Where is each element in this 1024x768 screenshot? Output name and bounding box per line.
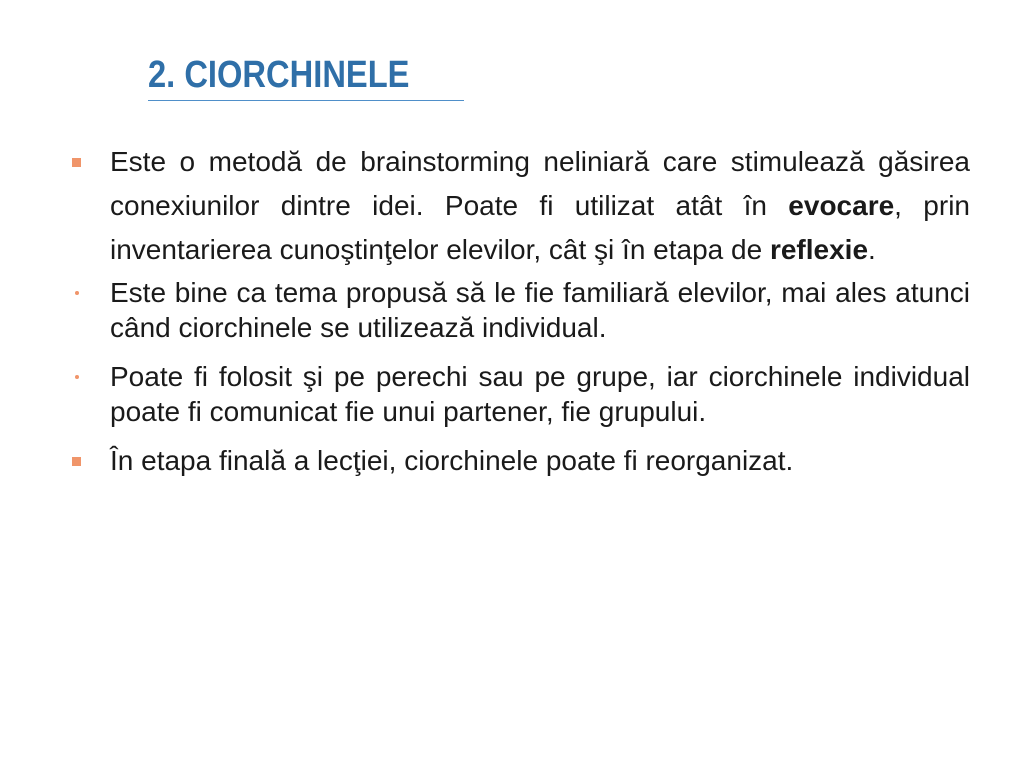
bullet-text-segment: Este bine ca tema propusă să le fie familiară elevilor, mai ales atunci când ciorchinele se utilizează individual. xyxy=(110,277,970,343)
title-underline xyxy=(148,100,464,101)
bold-term-evocare: evocare xyxy=(788,190,895,221)
bullet-text xyxy=(110,359,970,429)
bullet-item xyxy=(70,275,970,345)
bullet-list xyxy=(70,140,970,483)
bullet-text-segment: Este o metodă de brainstorming neliniară care stimulează găsirea conexiunilor dintre idei. Poate fi utilizat atât în xyxy=(110,146,970,221)
dot-bullet-icon xyxy=(75,291,79,295)
bullet-text xyxy=(110,140,970,272)
bullet-text-segment: Poate fi folosit şi pe perechi sau pe grupe, iar ciorchinele individual poate fi comunicat fie unui partener, fie grupului. xyxy=(110,361,970,427)
bullet-text xyxy=(110,439,970,483)
bullet-item xyxy=(70,439,970,483)
bold-term-reflexie: reflexie xyxy=(769,234,869,265)
square-bullet-icon xyxy=(72,457,81,466)
bullet-item xyxy=(70,140,970,272)
bullet-text xyxy=(110,275,970,345)
slide-title: 2. CIORCHINELE xyxy=(148,54,410,96)
square-bullet-icon xyxy=(72,158,81,167)
bullet-text-segment: , prin inventarierea cunoştinţelor elevilor, cât şi în etapa de xyxy=(110,190,970,265)
bullet-item xyxy=(70,359,970,429)
dot-bullet-icon xyxy=(75,375,79,379)
bullet-text-segment: . xyxy=(868,234,876,265)
bullet-text-segment: În etapa finală a lecţiei, ciorchinele poate fi reorganizat. xyxy=(110,445,794,476)
